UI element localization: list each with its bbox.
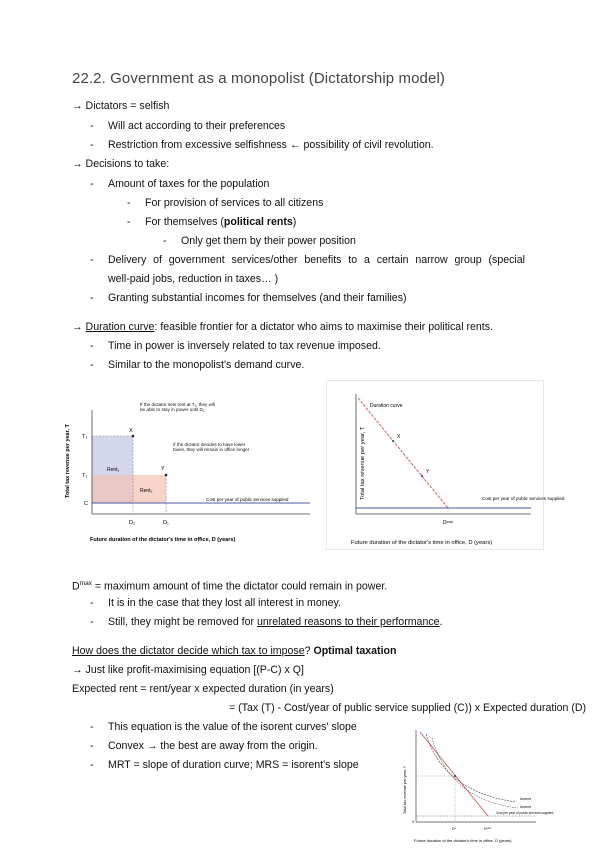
text-span: Still, they might be removed for bbox=[108, 616, 257, 628]
fig1-tick-c: C bbox=[84, 501, 88, 507]
fig2-dmax: Dᵐᵃˣ bbox=[443, 520, 453, 526]
fig2-ylabel: Total tax revenue per year, T bbox=[360, 426, 366, 500]
section-decisions bbox=[72, 158, 169, 171]
fig1-label-x: X bbox=[129, 428, 133, 434]
page-title: 22.2. Government as a monopolist (Dictatorship model) bbox=[72, 70, 445, 87]
bullet-dash: - bbox=[163, 235, 167, 247]
sub-item bbox=[145, 216, 296, 229]
bullet-dash: - bbox=[127, 216, 131, 228]
fig3-xlabel: Future duration of the dictator's time in office, D (years) bbox=[414, 838, 512, 843]
figure-rent-diagram bbox=[60, 390, 315, 550]
fig1-tick-d1: D₁ bbox=[163, 520, 169, 526]
fig1-note2-box bbox=[173, 442, 253, 462]
fig2-xlabel: Future duration of the dictator's time in office, D (years) bbox=[351, 540, 493, 546]
fig1-ylabel: Total tax revenue per year, T bbox=[65, 424, 71, 498]
bullet-dash: - bbox=[90, 597, 94, 609]
text-span: . bbox=[439, 616, 443, 628]
equation-line: = (Tax (T) - Cost/year of public service supplied (C)) x Expected duration (D) bbox=[229, 702, 587, 714]
fig2-duration-curve bbox=[358, 398, 448, 508]
text-span: = maximum amount of time the dictator could remain in power. bbox=[91, 580, 388, 593]
bullet-item: It is in the case that they lost all interest in money. bbox=[108, 597, 341, 609]
figure-isorent bbox=[396, 724, 560, 848]
arrow-icon: → bbox=[72, 321, 83, 333]
bullet-dash: - bbox=[127, 197, 131, 209]
fig1-label-y: Y bbox=[161, 466, 165, 472]
bullet-item bbox=[108, 616, 442, 629]
fig1-rent2-area-left bbox=[92, 475, 133, 503]
fig2-point-y bbox=[421, 475, 423, 477]
text-span: For themselves ( bbox=[145, 216, 224, 228]
bullet-dash: - bbox=[90, 254, 94, 266]
bullet-dash: - bbox=[90, 340, 94, 352]
bullet-item: Time in power is inversely related to tax revenue imposed. bbox=[108, 340, 381, 352]
arrow-icon: → bbox=[72, 158, 83, 170]
arrow-icon: → bbox=[72, 100, 83, 112]
fig1-point-x bbox=[132, 435, 135, 438]
section-head: Dictators = selfish bbox=[85, 100, 170, 112]
fig3-isorent-label: Isorent bbox=[520, 797, 531, 801]
text-span: ? bbox=[304, 645, 311, 657]
question: How does the dictator decide which tax to impose bbox=[72, 645, 305, 657]
bullet-dash: - bbox=[90, 759, 94, 771]
fig3-tick-dstar: D* bbox=[452, 827, 456, 831]
fig1-note1-box bbox=[140, 402, 220, 428]
fig3-tick-dmax: Dᵐᵃˣ bbox=[484, 827, 492, 831]
fig1-rent2: Rent₂ bbox=[140, 488, 153, 494]
dmax-sup: max bbox=[79, 580, 92, 587]
fig3-isorent-1 bbox=[426, 734, 516, 802]
fig3-origin: 0 bbox=[412, 820, 414, 824]
fig3-duration-curve bbox=[420, 732, 488, 816]
text-span: : feasible frontier for a dictator who aims to maximise their political rents. bbox=[154, 321, 493, 333]
fig1-tick-d2: D₂ bbox=[129, 520, 136, 526]
fig1-tick-t1: T₁ bbox=[82, 434, 88, 440]
bold-term: political rents bbox=[223, 216, 293, 228]
section-head: Decisions to take: bbox=[85, 158, 170, 170]
bullet-item: Amount of taxes for the population bbox=[108, 178, 270, 190]
bullet-dash: - bbox=[90, 139, 94, 151]
bullet-dash: - bbox=[90, 120, 94, 132]
bullet-dash: - bbox=[90, 292, 94, 304]
fig3-optimum-point bbox=[454, 775, 456, 777]
bullet-item: Delivery of government services/other benefits to a certain narrow group (special bbox=[108, 254, 525, 266]
fig1-cost-label: Cost per year of public services supplied bbox=[206, 497, 289, 502]
bullet-item: Granting substantial incomes for themselves (and their families) bbox=[108, 292, 407, 304]
bullet-dash: - bbox=[90, 616, 94, 628]
equation-line: → Just like profit-maximising equation [(P-C) x Q] bbox=[72, 664, 304, 676]
fig2-label-y: Y bbox=[426, 469, 430, 475]
fig1-note2: If the dictator decides to have lower taxes, they will remain in office longer bbox=[173, 442, 250, 453]
sub-sub-item: Only get them by their power position bbox=[181, 235, 356, 247]
bullet-dash: - bbox=[90, 721, 94, 733]
bullet-item: Similar to the monopolist's demand curve. bbox=[108, 359, 305, 371]
answer-bold: Optimal taxation bbox=[313, 645, 397, 657]
bullet-dash: - bbox=[90, 740, 94, 752]
dmax-term: D bbox=[72, 580, 80, 593]
bullet-item-cont: well-paid jobs, reduction in taxes… ) bbox=[108, 273, 279, 285]
dmax-definition bbox=[72, 577, 387, 594]
sub-item: For provision of services to all citizens bbox=[145, 197, 324, 209]
bullet-item: Restriction from excessive selfishness ← possibility of civil revolution. bbox=[108, 139, 434, 151]
bullet-item: Convex → the best are away from the origin. bbox=[108, 740, 318, 752]
section-dictators bbox=[72, 100, 169, 113]
fig2-cost-label: Cost per year of public services supplied bbox=[482, 496, 565, 501]
equation-line: Expected rent = rent/year x expected duration (in years) bbox=[72, 683, 334, 695]
fig1-xlabel: Future duration of the dictator's time in office, D (years) bbox=[90, 537, 236, 543]
fig3-ylabel: Total tax revenue per year, T bbox=[403, 765, 407, 814]
fig1-rent1: Rent₁ bbox=[107, 467, 120, 473]
bullet-dash: - bbox=[90, 359, 94, 371]
fig3-isorent-2 bbox=[432, 738, 518, 808]
bullet-item: This equation is the value of the isorent curves' slope bbox=[108, 721, 357, 733]
bullet-dash: - bbox=[90, 178, 94, 190]
fig2-label-x: X bbox=[397, 434, 401, 440]
term-duration-curve: Duration curve bbox=[85, 321, 155, 333]
underlined-phrase: unrelated reasons to their performance bbox=[256, 616, 440, 628]
bullet-item: MRT = slope of duration curve; MRS = isorent's slope bbox=[108, 759, 359, 771]
fig1-note1: If the dictator sets rent at T₁, they will be able to stay in power until D₁ bbox=[140, 402, 215, 413]
figure-duration-curve bbox=[326, 380, 565, 550]
fig3-isorent-label: Isorent bbox=[520, 805, 531, 809]
fig2-curve-label: Duration curve bbox=[370, 403, 403, 409]
fig1-tick-t2: T₂ bbox=[82, 473, 88, 479]
fig3-cost-label: Cost per year of public services supplied bbox=[496, 811, 554, 815]
section-duration bbox=[72, 321, 493, 334]
bullet-item: Will act according to their preferences bbox=[108, 120, 286, 132]
fig1-point-y bbox=[165, 474, 168, 477]
fig2-point-x bbox=[392, 440, 394, 442]
optimal-taxation-question bbox=[72, 645, 396, 658]
text-span: ) bbox=[292, 216, 297, 228]
